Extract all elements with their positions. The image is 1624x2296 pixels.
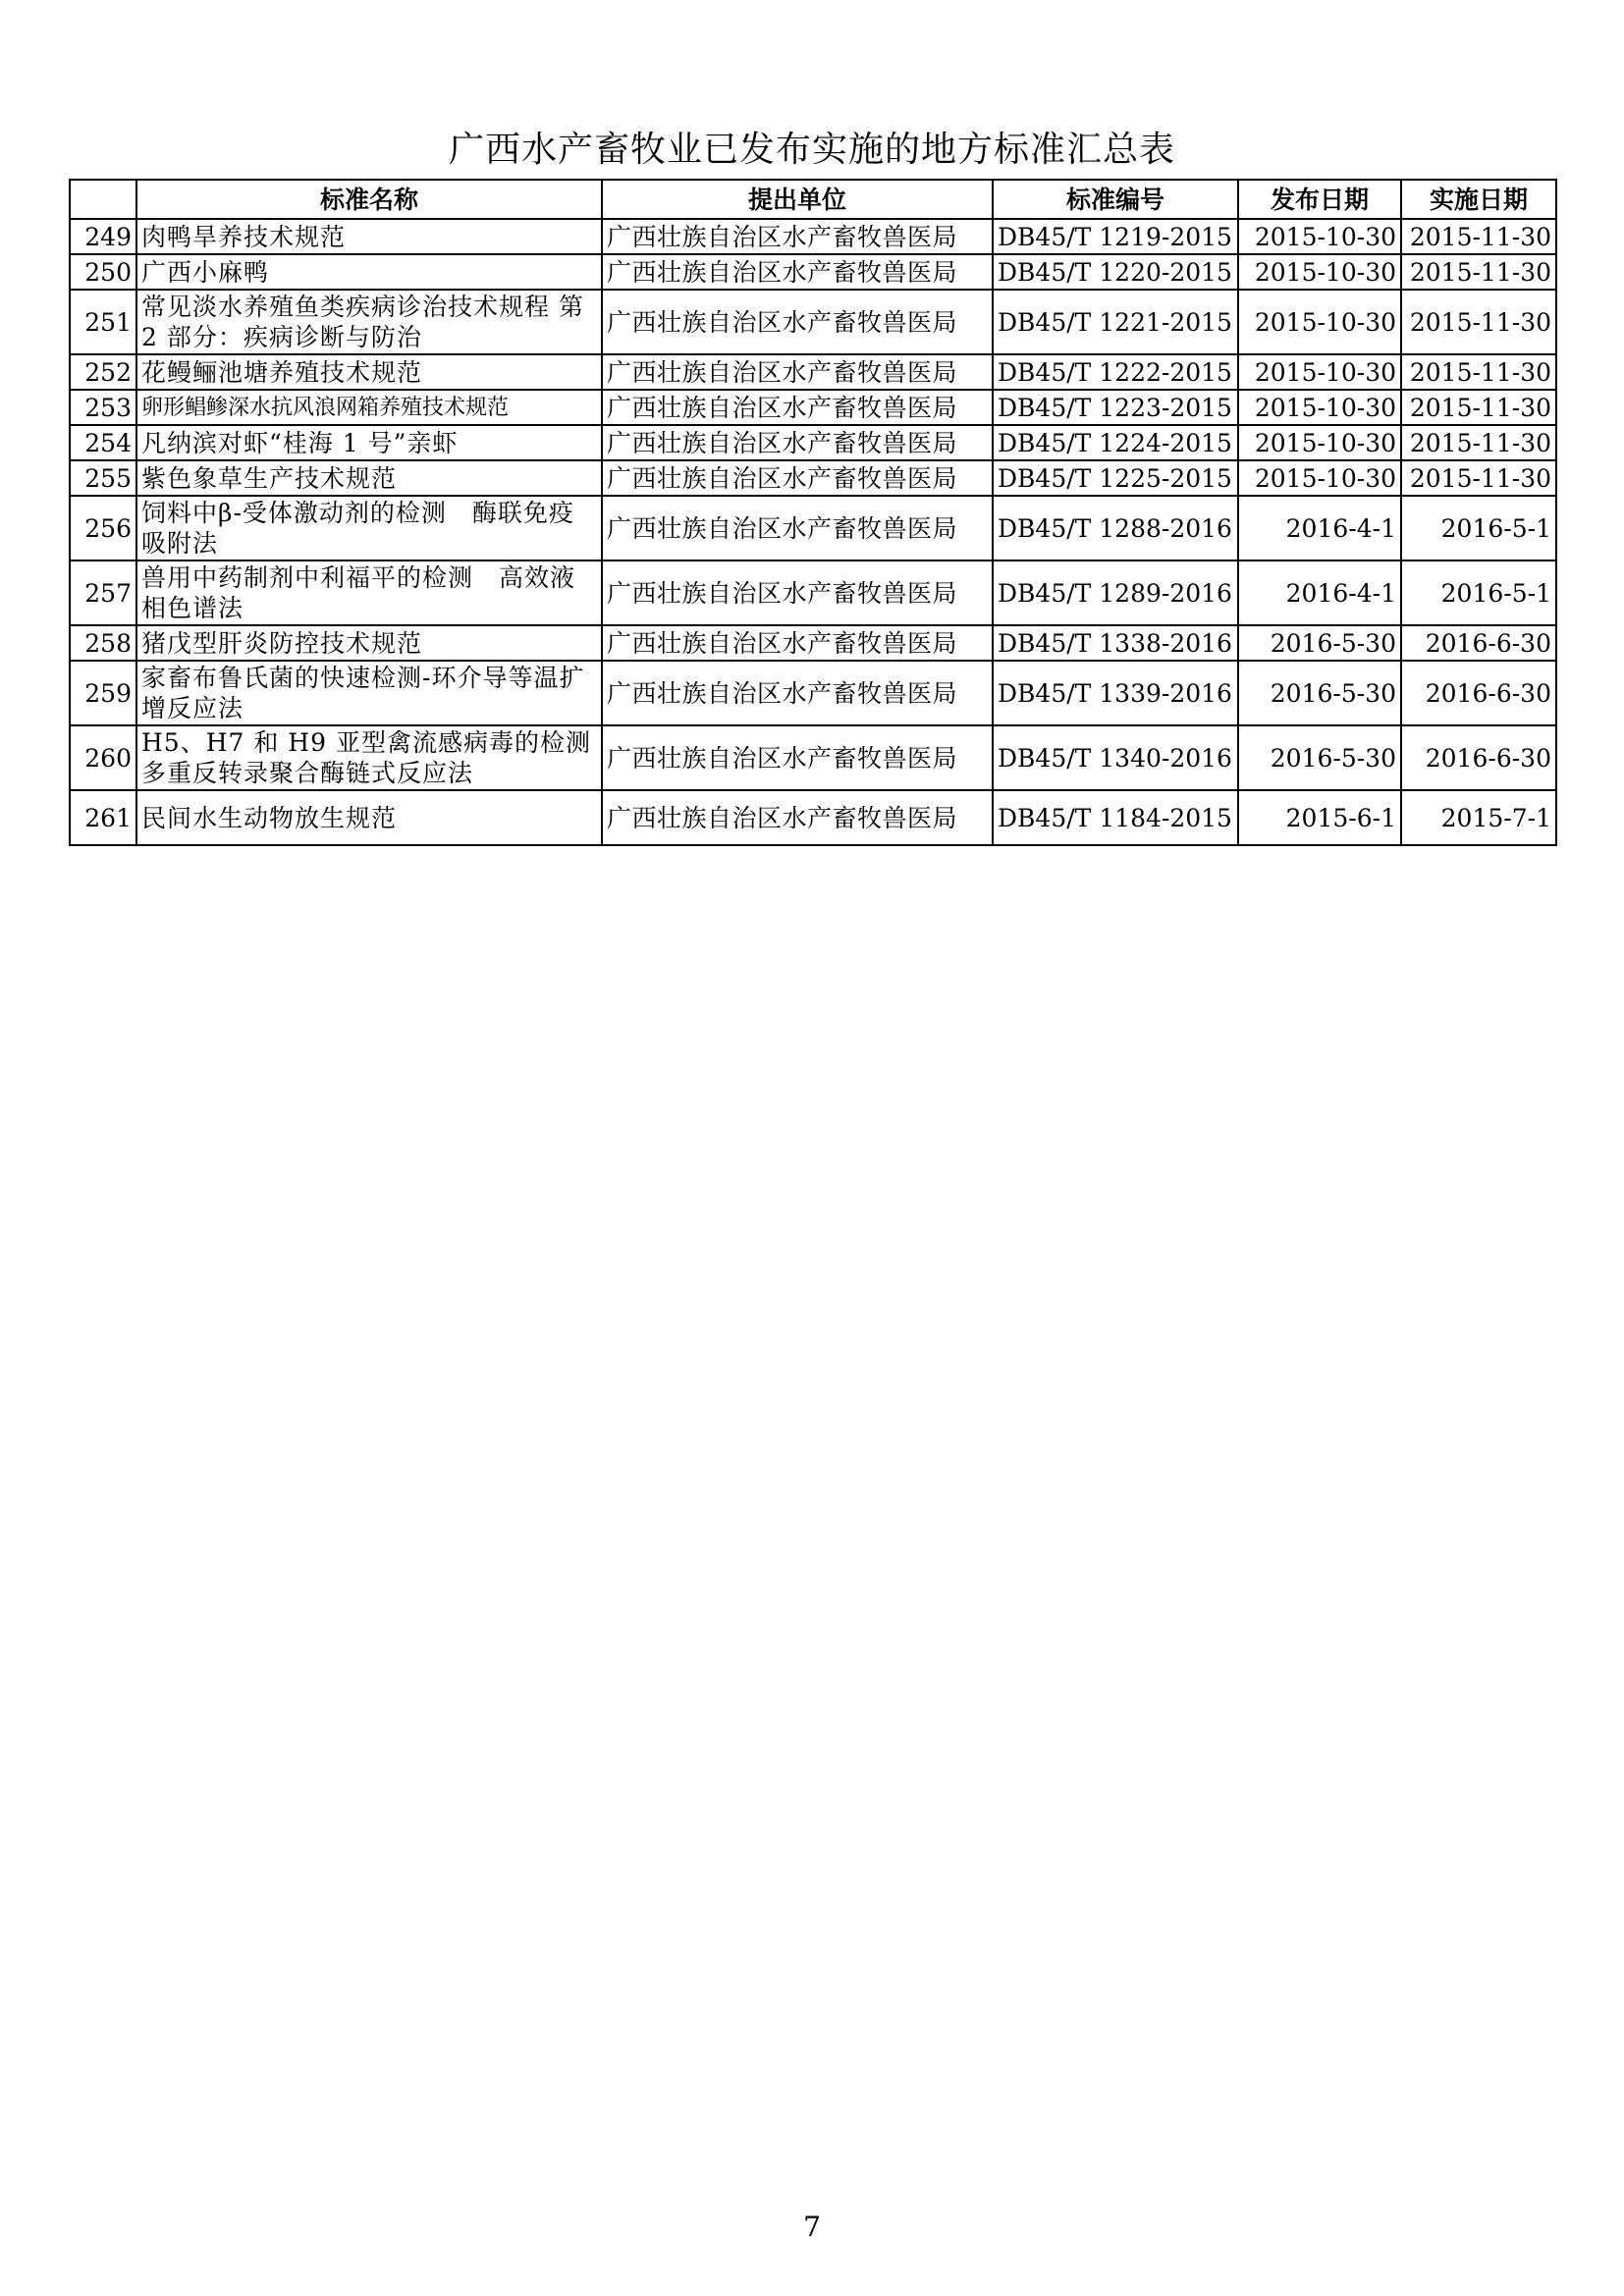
standard-code: DB45/T 1220-2015 xyxy=(993,254,1238,290)
row-number: 255 xyxy=(70,460,136,496)
standard-name: 卵形鲳鲹深水抗风浪网箱养殖技术规范 xyxy=(136,390,602,425)
standard-code: DB45/T 1338-2016 xyxy=(993,625,1238,661)
implement-date: 2015-11-30 xyxy=(1401,254,1556,290)
standard-name: 广西小麻鸭 xyxy=(136,254,602,290)
table-row xyxy=(70,425,1556,460)
implement-date: 2015-7-1 xyxy=(1401,790,1556,845)
standard-name: 常见淡水养殖鱼类疾病诊治技术规程 第 2 部分：疾病诊断与防治 xyxy=(136,290,602,354)
page-number: 7 xyxy=(803,2211,821,2243)
publish-date: 2015-10-30 xyxy=(1238,219,1401,254)
table-row xyxy=(70,625,1556,661)
standard-code: DB45/T 1223-2015 xyxy=(993,390,1238,425)
table-header-row xyxy=(70,180,1556,219)
proposing-unit: 广西壮族自治区水产畜牧兽医局 xyxy=(602,790,993,845)
implement-date: 2016-6-30 xyxy=(1401,661,1556,725)
proposing-unit: 广西壮族自治区水产畜牧兽医局 xyxy=(602,725,993,790)
table-row xyxy=(70,561,1556,625)
standard-code: DB45/T 1289-2016 xyxy=(993,561,1238,625)
publish-date: 2015-10-30 xyxy=(1238,425,1401,460)
implement-date: 2015-11-30 xyxy=(1401,219,1556,254)
row-number: 251 xyxy=(70,290,136,354)
standard-code: DB45/T 1225-2015 xyxy=(993,460,1238,496)
implement-date: 2015-11-30 xyxy=(1401,354,1556,390)
publish-date: 2015-10-30 xyxy=(1238,460,1401,496)
standards-table xyxy=(69,179,1557,846)
row-number: 261 xyxy=(70,790,136,845)
publish-date: 2015-6-1 xyxy=(1238,790,1401,845)
table-row xyxy=(70,496,1556,561)
proposing-unit: 广西壮族自治区水产畜牧兽医局 xyxy=(602,254,993,290)
implement-date: 2015-11-30 xyxy=(1401,460,1556,496)
proposing-unit: 广西壮族自治区水产畜牧兽医局 xyxy=(602,661,993,725)
publish-date: 2015-10-30 xyxy=(1238,354,1401,390)
table-row xyxy=(70,725,1556,790)
header-index xyxy=(70,180,136,219)
table-row xyxy=(70,390,1556,425)
table-row xyxy=(70,219,1556,254)
standard-name: H5、H7 和 H9 亚型禽流感病毒的检测多重反转录聚合酶链式反应法 xyxy=(136,725,602,790)
publish-date: 2016-5-30 xyxy=(1238,725,1401,790)
publish-date: 2015-10-30 xyxy=(1238,254,1401,290)
standard-name: 凡纳滨对虾“桂海 1 号”亲虾 xyxy=(136,425,602,460)
publish-date: 2016-4-1 xyxy=(1238,561,1401,625)
proposing-unit: 广西壮族自治区水产畜牧兽医局 xyxy=(602,290,993,354)
standard-name: 紫色象草生产技术规范 xyxy=(136,460,602,496)
proposing-unit: 广西壮族自治区水产畜牧兽医局 xyxy=(602,496,993,561)
row-number: 249 xyxy=(70,219,136,254)
standard-code: DB45/T 1219-2015 xyxy=(993,219,1238,254)
publish-date: 2016-5-30 xyxy=(1238,661,1401,725)
implement-date: 2016-5-1 xyxy=(1401,496,1556,561)
proposing-unit: 广西壮族自治区水产畜牧兽医局 xyxy=(602,625,993,661)
standard-code: DB45/T 1221-2015 xyxy=(993,290,1238,354)
row-number: 252 xyxy=(70,354,136,390)
page-title: 广西水产畜牧业已发布实施的地方标准汇总表 xyxy=(448,130,1175,170)
implement-date: 2015-11-30 xyxy=(1401,425,1556,460)
standard-code: DB45/T 1288-2016 xyxy=(993,496,1238,561)
standard-code: DB45/T 1340-2016 xyxy=(993,725,1238,790)
standard-name: 民间水生动物放生规范 xyxy=(136,790,602,845)
implement-date: 2016-5-1 xyxy=(1401,561,1556,625)
row-number: 259 xyxy=(70,661,136,725)
row-number: 253 xyxy=(70,390,136,425)
row-number: 250 xyxy=(70,254,136,290)
table-row xyxy=(70,460,1556,496)
row-number: 258 xyxy=(70,625,136,661)
header-unit: 提出单位 xyxy=(602,180,993,219)
publish-date: 2015-10-30 xyxy=(1238,290,1401,354)
header-publish-date: 发布日期 xyxy=(1238,180,1401,219)
table-row xyxy=(70,290,1556,354)
row-number: 256 xyxy=(70,496,136,561)
proposing-unit: 广西壮族自治区水产畜牧兽医局 xyxy=(602,219,993,254)
standard-name: 饲料中β-受体激动剂的检测 酶联免疫吸附法 xyxy=(136,496,602,561)
implement-date: 2016-6-30 xyxy=(1401,725,1556,790)
proposing-unit: 广西壮族自治区水产畜牧兽医局 xyxy=(602,354,993,390)
proposing-unit: 广西壮族自治区水产畜牧兽医局 xyxy=(602,561,993,625)
table-row xyxy=(70,661,1556,725)
proposing-unit: 广西壮族自治区水产畜牧兽医局 xyxy=(602,425,993,460)
proposing-unit: 广西壮族自治区水产畜牧兽医局 xyxy=(602,390,993,425)
publish-date: 2016-5-30 xyxy=(1238,625,1401,661)
standard-name: 肉鸭旱养技术规范 xyxy=(136,219,602,254)
publish-date: 2016-4-1 xyxy=(1238,496,1401,561)
row-number: 260 xyxy=(70,725,136,790)
header-implement-date: 实施日期 xyxy=(1401,180,1556,219)
table-row xyxy=(70,254,1556,290)
standard-code: DB45/T 1339-2016 xyxy=(993,661,1238,725)
table-row xyxy=(70,354,1556,390)
header-code: 标准编号 xyxy=(993,180,1238,219)
standard-code: DB45/T 1224-2015 xyxy=(993,425,1238,460)
standard-name: 家畜布鲁氏菌的快速检测-环介导等温扩增反应法 xyxy=(136,661,602,725)
standard-name: 猪戊型肝炎防控技术规范 xyxy=(136,625,602,661)
publish-date: 2015-10-30 xyxy=(1238,390,1401,425)
standard-name: 花鳗鲡池塘养殖技术规范 xyxy=(136,354,602,390)
implement-date: 2015-11-30 xyxy=(1401,290,1556,354)
row-number: 257 xyxy=(70,561,136,625)
header-name: 标准名称 xyxy=(136,180,602,219)
proposing-unit: 广西壮族自治区水产畜牧兽医局 xyxy=(602,460,993,496)
standard-name: 兽用中药制剂中利福平的检测 高效液相色谱法 xyxy=(136,561,602,625)
standard-code: DB45/T 1184-2015 xyxy=(993,790,1238,845)
standard-code: DB45/T 1222-2015 xyxy=(993,354,1238,390)
implement-date: 2015-11-30 xyxy=(1401,390,1556,425)
row-number: 254 xyxy=(70,425,136,460)
implement-date: 2016-6-30 xyxy=(1401,625,1556,661)
table-row xyxy=(70,790,1556,845)
